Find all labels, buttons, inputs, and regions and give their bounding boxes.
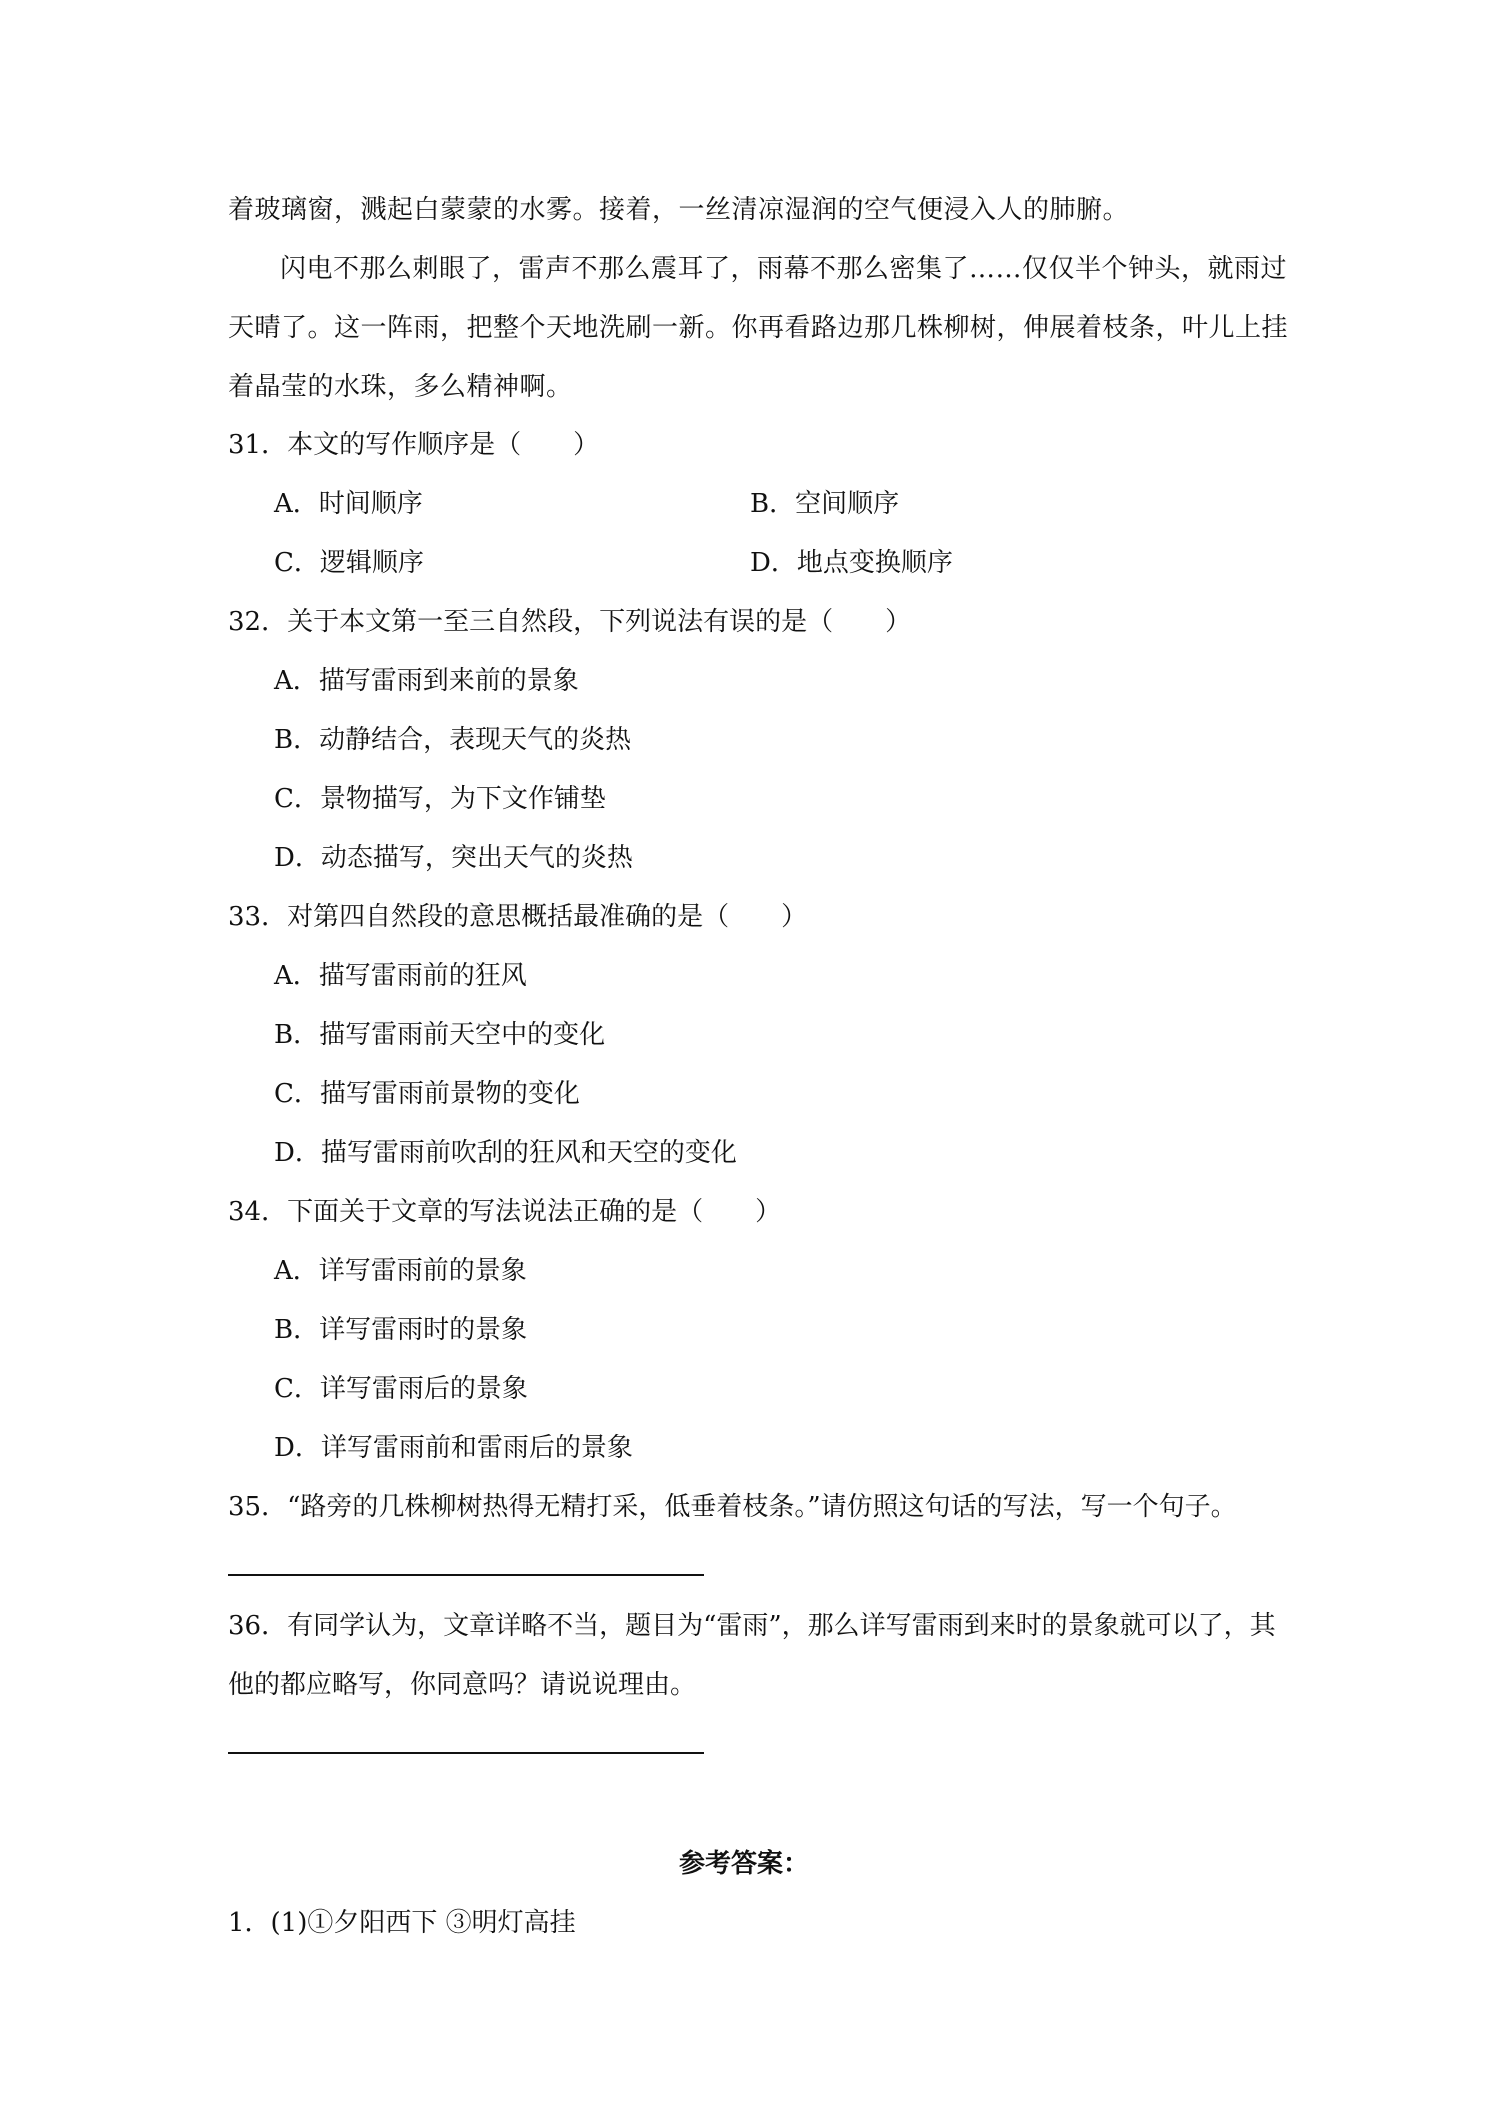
q34-option-c: C．详写雷雨后的景象 [274,1374,528,1404]
answer-blank-line[interactable] [228,1752,704,1754]
q34-option-d: D．详写雷雨前和雷雨后的景象 [274,1433,633,1463]
answer-1: 1．(1)①夕阳西下 ③明灯高挂 [228,1908,576,1938]
passage-line: 闪电不那么刺眼了，雷声不那么震耳了，雨幕不那么密集了……仅仅半个钟头，就雨过 [280,254,1288,284]
q31-option-b: B．空间顺序 [750,489,900,519]
q31-option-a: A．时间顺序 [274,489,423,519]
question-35-stem: 35．“路旁的几株柳树热得无精打采，低垂着枝条。”请仿照这句话的写法，写一个句子。 [228,1492,1237,1522]
answer-blank-line[interactable] [228,1574,704,1576]
q32-option-b: B．动静结合，表现天气的炎热 [274,725,632,755]
question-36-stem-line: 他的都应略写，你同意吗？请说说理由。 [228,1670,697,1700]
question-34-stem: 34．下面关于文章的写法说法正确的是（ ） [228,1197,782,1227]
question-31-stem: 31．本文的写作顺序是（ ） [228,430,600,460]
q32-option-a: A．描写雷雨到来前的景象 [274,666,579,696]
q31-option-c: C．逻辑顺序 [274,548,424,578]
q33-option-b: B．描写雷雨前天空中的变化 [274,1020,606,1050]
q32-option-c: C．景物描写，为下文作铺垫 [274,784,606,814]
passage-line: 着玻璃窗，溅起白蒙蒙的水雾。接着，一丝清凉湿润的空气便浸入人的肺腑。 [228,195,1130,225]
passage-line: 天晴了。这一阵雨，把整个天地洗刷一新。你再看路边那几株柳树，伸展着枝条，叶儿上挂 [228,313,1289,343]
q32-option-d: D．动态描写，突出天气的炎热 [274,843,633,873]
q34-option-b: B．详写雷雨时的景象 [274,1315,528,1345]
q31-option-d: D．地点变换顺序 [750,548,953,578]
question-36-stem-line: 36．有同学认为，文章详略不当，题目为“雷雨”，那么详写雷雨到来时的景象就可以了，其 [228,1611,1276,1641]
q34-option-a: A．详写雷雨前的景象 [274,1256,527,1286]
passage-line: 着晶莹的水珠，多么精神啊。 [228,372,573,402]
q33-option-d: D．描写雷雨前吹刮的狂风和天空的变化 [274,1138,737,1168]
question-32-stem: 32．关于本文第一至三自然段，下列说法有误的是（ ） [228,607,912,637]
question-33-stem: 33．对第四自然段的意思概括最准确的是（ ） [228,902,808,932]
q33-option-c: C．描写雷雨前景物的变化 [274,1079,580,1109]
q33-option-a: A．描写雷雨前的狂风 [274,961,527,991]
answer-key-title: 参考答案： [678,1849,809,1879]
